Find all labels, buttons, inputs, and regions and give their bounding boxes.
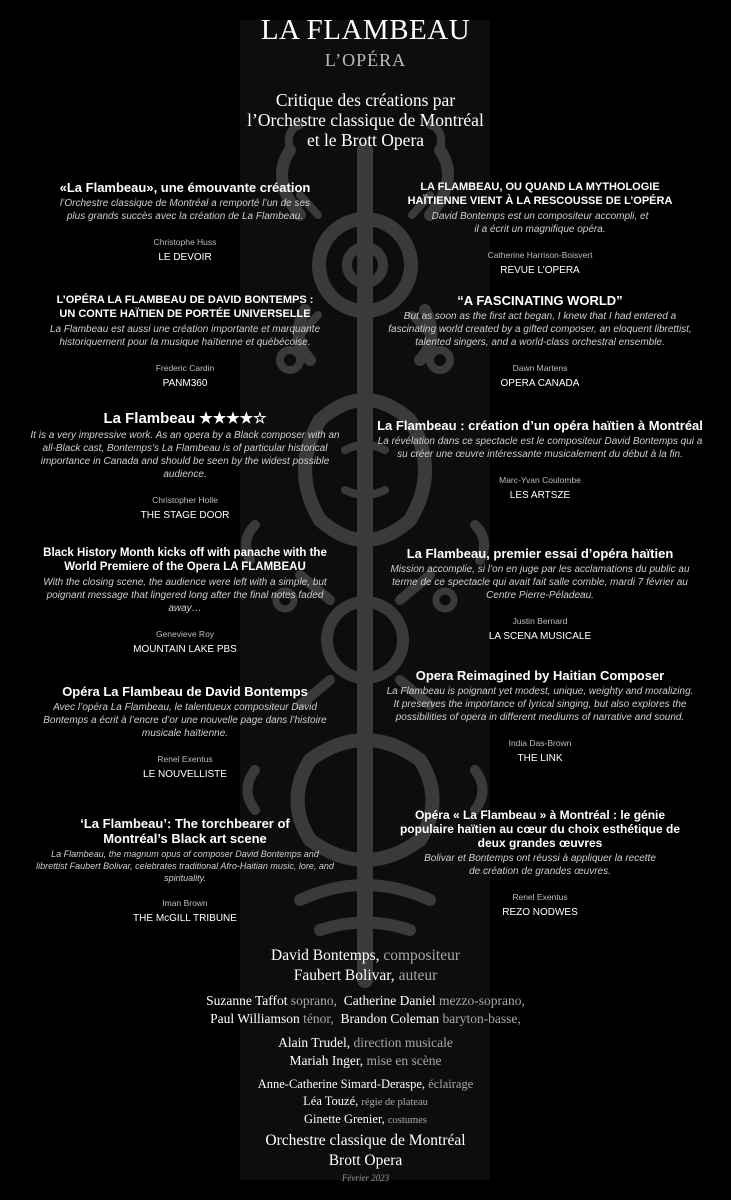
review-quote: La Flambeau est aussi une création importante et marquante historiquement pour la musique haïtienne et québécoise. [49, 324, 321, 348]
credit-role: régie de plateau [361, 1097, 428, 1108]
review-card [15, 684, 355, 781]
review-card [370, 808, 710, 919]
review-publication: THE McGILL TRIBUNE [133, 913, 237, 924]
credit-name: David Bontemps, [271, 947, 380, 964]
review-title: Opéra La Flambeau de David Bontemps [62, 684, 308, 699]
review-author: Marc-Yvan Coulombe [499, 475, 581, 485]
review-title: “A FASCINATING WORLD” [457, 293, 623, 308]
review-author: Catherine Harrison-Boisvert [487, 250, 593, 260]
review-title: Black History Month kicks off with panache with the World Premiere of the Opera LA FLAMBEAU [43, 547, 327, 573]
review-quote: Bolivar et Bontemps ont réussi à appliquer la recette de création de grandes œuvres. [424, 853, 656, 877]
credit-name: Suzanne Taffot [206, 993, 288, 1008]
review-publication: PANM360 [162, 378, 208, 389]
credit-line [0, 1111, 731, 1129]
review-title: L’OPÉRA LA FLAMBEAU DE DAVID BONTEMPS : UN CONTE HAÏTIEN DE PORTÉE UNIVERSELLE [56, 294, 314, 320]
review-author: Renel Exentus [157, 754, 213, 764]
review-quote: l’Orchestre classique de Montréal a remporté l’un de ses plus grands succès avec la création de La Flambeau. [59, 198, 311, 222]
review-author: India Das-Brown [508, 738, 572, 748]
review-publication: LE NOUVELLISTE [143, 769, 227, 780]
credit-name: Léa Touzé, [303, 1094, 359, 1108]
review-quote: With the closing scene, the audience were left with a simple, but poignant message that lingered long after the final notes faded away… [43, 577, 327, 614]
review-title: Opéra « La Flambeau » à Montréal : le génie populaire haïtien au cœur du choix esthétique de deux grandes œuvres [399, 808, 681, 850]
review-quote: La Flambeau, the magnum opus of composer David Bontemps and librettist Faubert Bolivar, celebrates traditional Afro-Haitian music, lore, and spirituality. [36, 849, 334, 883]
review-publication: THE LINK [517, 753, 563, 764]
review-card [15, 816, 355, 925]
review-card [15, 410, 355, 522]
review-quote: David Bontemps est un compositeur accompli, et il a écrit un magnifique opéra. [431, 211, 649, 235]
credit-name: Brandon Coleman [340, 1011, 440, 1026]
credit-role: costumes [387, 1115, 427, 1126]
review-publication: LES ARTSZE [509, 490, 571, 501]
page-subtitle: L’OPÉRA [324, 50, 407, 70]
credit-line [0, 1034, 731, 1052]
review-quote: La Flambeau is poignant yet modest, unique, weighty and moralizing. It preserves the importance of lyrical singing, but also explores the possibilities of opera in different mediums of narrative and sound. [386, 686, 694, 723]
intro-line: et le Brott Opera [306, 130, 425, 150]
review-author: Christopher Hoile [152, 495, 218, 505]
credit-role: baryton-basse, [442, 1011, 521, 1026]
credit-line [0, 1052, 731, 1070]
review-quote: It is a very impressive work. As an opera by a Black composer with an all-Black cast, Bontemps’s La Flambeau is of particular historical importance in Canada and should be seen by the widest possible audience. [30, 430, 340, 480]
review-title: La Flambeau, premier essai d’opéra haïtien [406, 546, 674, 561]
review-quote: Avec l’opéra La Flambeau, le talentueux compositeur David Bontemps a écrit à l’encre d’or une nouvelle page dans l’histoire musicale haïtienne. [43, 702, 327, 739]
credit-name: Faubert Bolivar, [293, 967, 395, 984]
credit-name: Mariah Inger, [289, 1053, 364, 1068]
credit-name: Catherine Daniel [343, 993, 436, 1008]
credit-role: ténor, [303, 1011, 334, 1026]
credit-name: Anne-Catherine Simard-Deraspe, [257, 1077, 426, 1091]
credit-line [0, 1093, 731, 1111]
credit-line [0, 992, 731, 1010]
review-author: Justin Bernard [512, 616, 568, 626]
review-title: LA FLAMBEAU, OU QUAND LA MYTHOLOGIE HAÏTIENNE VIENT À LA RESCOUSSE DE L’OPÉRA [407, 181, 673, 207]
review-title: La Flambeau : création d’un opéra haïtien à Montréal [377, 418, 703, 433]
date-line: Février 2023 [341, 1173, 390, 1183]
credits-block [0, 946, 731, 1183]
intro-line: Critique des créations par [275, 90, 456, 110]
review-card [370, 293, 710, 390]
review-title: Opera Reimagined by Haitian Composer [415, 668, 665, 683]
review-author: Renel Exentus [512, 892, 568, 902]
review-author: Iman Brown [162, 898, 208, 908]
review-author: Genevieve Roy [155, 629, 215, 639]
credit-role: mezzo-soprano, [439, 993, 525, 1008]
credit-line [0, 946, 731, 966]
review-card [15, 293, 355, 390]
review-card [370, 418, 710, 502]
credit-line [0, 1076, 731, 1093]
review-quote: La révélation dans ce spectacle est le compositeur David Bontemps qui a su créer une œuvre intéressante musicalement du début à la fin. [377, 436, 703, 460]
review-publication: LE DEVOIR [158, 252, 212, 263]
review-card [370, 546, 710, 643]
credit-name: Paul Williamson [210, 1011, 300, 1026]
review-title: La Flambeau ★★★★☆ [103, 410, 267, 427]
company-name: Brott Opera [328, 1152, 403, 1169]
credit-line [0, 1010, 731, 1028]
review-author: Dawn Martens [512, 363, 568, 373]
review-card [15, 546, 355, 656]
review-author: Christophe Huss [153, 237, 217, 247]
review-publication: THE STAGE DOOR [140, 510, 230, 521]
review-author: Frederic Cardin [155, 363, 215, 373]
review-publication: OPERA CANADA [500, 378, 580, 389]
credit-role: mise en scène [366, 1053, 442, 1068]
intro-line: l’Orchestre classique de Montréal [247, 110, 484, 130]
credit-role: soprano, [290, 993, 338, 1008]
credit-name: Ginette Grenier, [304, 1112, 385, 1126]
credit-role: direction musicale [353, 1035, 453, 1050]
review-quote: But as soon as the first act began, I knew that I had entered a fascinating world created by a gifted composer, an eloquent librettist, talented singers, and a world-class orchestral ensemble. [388, 311, 692, 348]
credit-role: auteur [398, 967, 438, 984]
review-title: ‘La Flambeau’: The torchbearer of Montréal’s Black art scene [80, 816, 290, 846]
credit-role: compositeur [383, 947, 460, 964]
orchestra-name: Orchestre classique de Montréal [265, 1132, 466, 1149]
review-card [15, 180, 355, 264]
review-card [370, 668, 710, 765]
review-publication: REVUE L’OPERA [500, 265, 580, 276]
review-publication: MOUNTAIN LAKE PBS [133, 644, 237, 655]
page-title: LA FLAMBEAU [260, 14, 471, 46]
review-publication: REZO NODWES [502, 907, 578, 918]
intro-heading [0, 90, 731, 150]
review-publication: LA SCENA MUSICALE [488, 631, 592, 642]
review-title: «La Flambeau», une émouvante création [59, 180, 311, 195]
credit-name: Alain Trudel, [278, 1035, 351, 1050]
credit-line [0, 966, 731, 986]
review-quote: Mission accomplie, si l’on en juge par les acclamations du public au terme de ce spectacle qui avait fait salle comble, mardi 7 février au Centre Pierre-Péladeau. [390, 564, 690, 601]
credit-role: éclairage [428, 1077, 474, 1091]
review-card [370, 180, 710, 277]
